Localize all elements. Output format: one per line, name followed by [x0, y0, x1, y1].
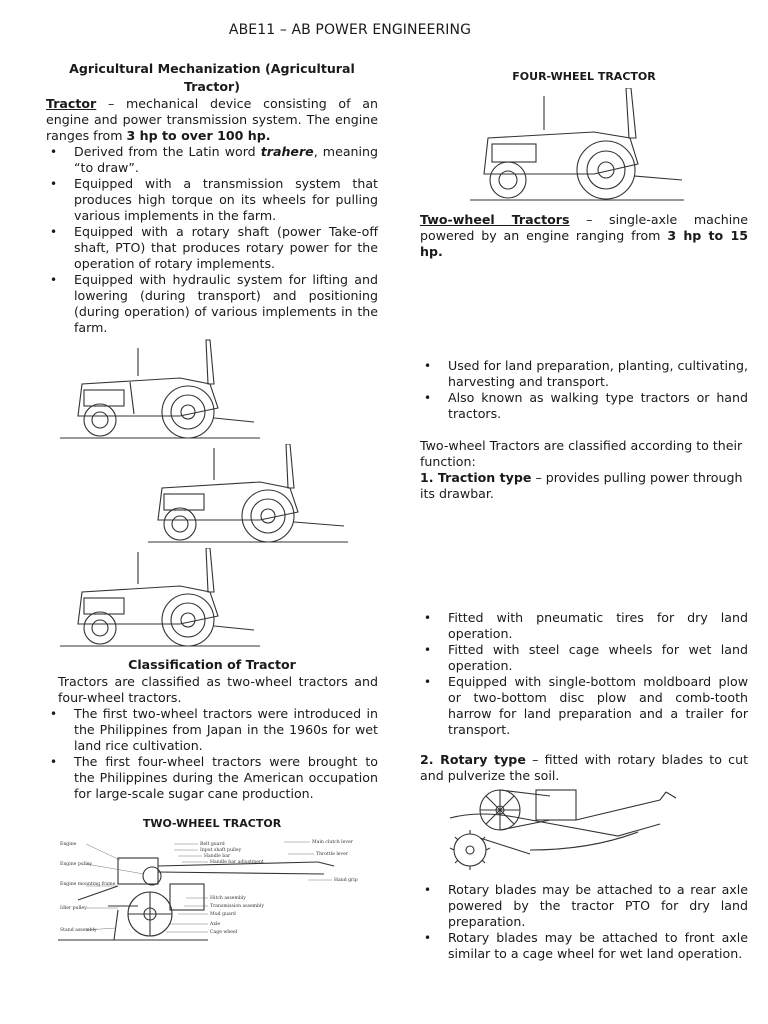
- bullet-text: Derived from the Latin word: [74, 144, 261, 159]
- label-engine-frame: Engine mounting frame: [60, 882, 116, 887]
- label-hand-grip: Hand grip: [334, 878, 358, 883]
- two-wheel-tractor-diagram: [58, 836, 380, 954]
- label-axle: Axle: [210, 922, 221, 927]
- tractor-illustration-2: [148, 444, 348, 548]
- tractor-definition: [46, 96, 378, 144]
- list-item: • Used for land preparation, planting, cultivating, harvesting and transport.: [420, 358, 748, 390]
- two-wheel-uses-list: [420, 358, 748, 422]
- two-wheel-term: Two-wheel Tractors: [420, 212, 570, 227]
- page-title: ABE11 – AB POWER ENGINEERING: [228, 22, 472, 38]
- list-item: • Fitted with steel cage wheels for wet land operation.: [420, 642, 748, 674]
- list-item: [46, 144, 378, 176]
- traction-features-list: [420, 610, 748, 738]
- tractor-hp-range: 3 hp to over 100 hp.: [126, 128, 271, 143]
- label-stand: Stand assembly: [60, 928, 97, 933]
- label-transmission: Transmission assembly: [210, 904, 265, 909]
- tractor-term: Tractor: [46, 96, 97, 111]
- rotary-def: – fitted with rotary blades to cut and pulverize the soil.: [420, 752, 749, 783]
- two-wheel-tractor-caption: TWO-WHEEL TRACTOR: [142, 817, 282, 830]
- left-column: [46, 60, 378, 336]
- list-item: • Equipped with hydraulic system for lifting and lowering (during transport) and positioning (during operation) of various implements in the farm.: [46, 272, 378, 336]
- list-item: • Also known as walking type tractors or hand tractors.: [420, 390, 748, 422]
- rotary-features-list: [420, 882, 748, 962]
- rotary-tiller-illustration: [440, 784, 690, 870]
- two-wheel-definition: [420, 212, 748, 260]
- rotary-label: 2. Rotary type: [420, 752, 526, 767]
- label-cage-wheel: Cage wheel: [210, 930, 238, 935]
- rotary-features-section: [420, 882, 748, 962]
- label-handle-adjustment: Handle bar adjustment: [210, 860, 264, 865]
- two-wheel-definition-section: [420, 212, 748, 260]
- four-wheel-tractor-caption: FOUR-WHEEL TRACTOR: [512, 70, 656, 83]
- two-wheel-def-text: – single-axle machine powered by an engine ranging from: [420, 212, 748, 243]
- list-item: • Rotary blades may be attached to front axle similar to a cage wheel for wet land operation.: [420, 930, 748, 962]
- bullet-text: , meaning “to draw”.: [74, 144, 378, 175]
- label-belt-guard: Belt guard: [200, 842, 225, 847]
- label-main-clutch: Main clutch lever: [312, 840, 353, 845]
- classification-list: [46, 706, 378, 802]
- traction-label: 1. Traction type: [420, 470, 532, 485]
- label-hitch: Hitch assembly: [210, 896, 246, 901]
- traction-features-section: [420, 610, 748, 784]
- label-idler: Idler pulley: [60, 906, 87, 911]
- list-item: • Fitted with pneumatic tires for dry land operation.: [420, 610, 748, 642]
- label-throttle: Throttle lever: [316, 852, 349, 857]
- list-item: • Equipped with a rotary shaft (power Take-off shaft, PTO) that produces rotary power for the operation of rotary implements.: [46, 224, 378, 272]
- list-item: • The first four-wheel tractors were brought to the Philippines during the American occupation for large-scale sugar cane production.: [46, 754, 378, 802]
- classification-text: Two-wheel Tractors are classified according to their function:: [420, 438, 743, 469]
- list-item: • The first two-wheel tractors were introduced in the Philippines from Japan in the 1960s for wet land rice cultivation.: [46, 706, 378, 754]
- tractor-illustration-1: [60, 338, 260, 444]
- list-item: • Rotary blades may be attached to a rear axle powered by the tractor PTO for dry land preparation.: [420, 882, 748, 930]
- section-heading-classification: Classification of Tractor: [128, 657, 296, 672]
- traction-type: [420, 470, 748, 502]
- label-engine: Engine: [60, 842, 77, 847]
- list-item: • Equipped with a transmission system that produces high torque on its wheels for pulling various implements in the farm.: [46, 176, 378, 224]
- label-engine-pulley: Engine pulley: [60, 862, 93, 867]
- list-item: • Equipped with single-bottom moldboard plow or two-bottom disc plow and comb-tooth harrow for land preparation and a trailer for transport.: [420, 674, 748, 738]
- label-mud-guard: Mud guard: [210, 912, 236, 917]
- classification-section: [46, 656, 378, 832]
- label-input-pulley: Input shaft pulley: [200, 848, 242, 853]
- two-wheel-hp-range: 3 hp to 15 hp.: [420, 228, 748, 259]
- tractor-def-text: – mechanical device consisting of an engine and power transmission system. The engine ranges from: [46, 96, 378, 143]
- two-wheel-uses-section: [420, 358, 748, 502]
- classification-intro: Tractors are classified as two-wheel tractors and four-wheel tractors.: [58, 674, 378, 705]
- tractor-illustration-3: [60, 548, 260, 652]
- section-heading-mechanization: Agricultural Mechanization (Agricultural Tractor): [69, 61, 355, 94]
- label-handle-bar: Handle bar: [204, 854, 231, 859]
- tractor-features-list: [46, 144, 378, 336]
- four-wheel-tractor-illustration: [470, 88, 684, 206]
- traction-def: – provides pulling power through its drawbar.: [420, 470, 743, 501]
- rotary-type: [420, 752, 748, 784]
- latin-word: trahere: [260, 144, 314, 159]
